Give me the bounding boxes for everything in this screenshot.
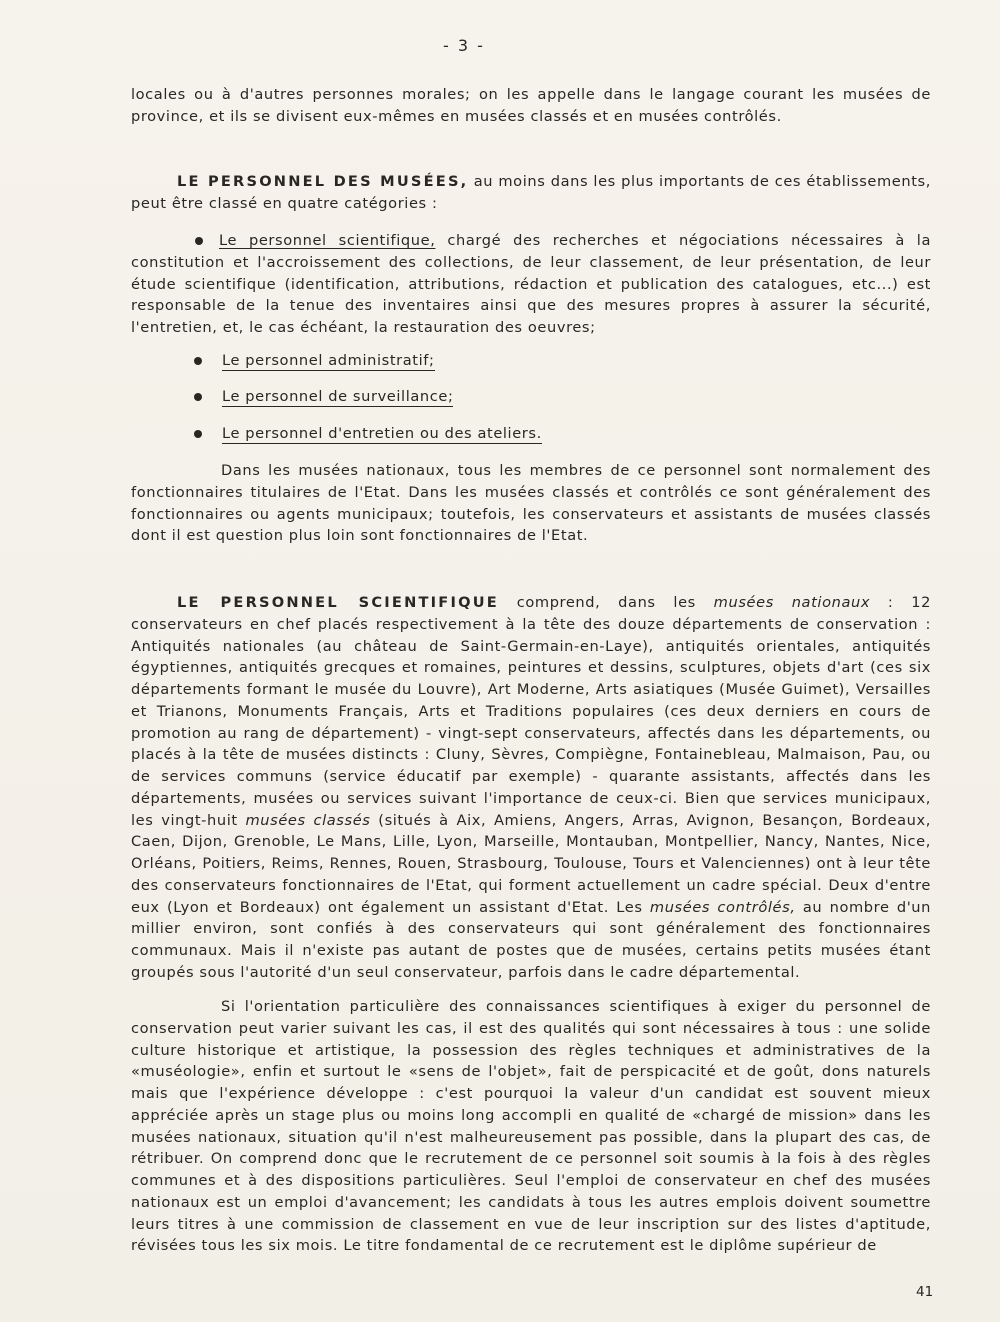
text-segment: au nombre d'un millier environ, sont confiés à des conservateurs qui sont généralement des fonctionnaires communaux. Mais il n'existe pas autant de postes que de musées, certains petits musées étant groupés sous l'autorité d'un seul conservateur, parfois dans le cadre départemental. [131,898,932,981]
bullet-scientifique-text: chargé des recherches et négociations nécessaires à la constitution et l'accroissement des collections, de leur classement, de leur présentation, de leur étude scientifique (identification, attributions, rédaction et publication des catalogues, etc...) est responsable de la tenue des inventaires ainsi que des mesures propres à assurer la sécurité, l'entretien, et, le cas échéant, la restauration des oeuvres; [131,232,932,336]
text-segment: (situés à Aix, Amiens, Angers, Arras, Avignon, Besançon, Bordeaux, Caen, Dijon, Grenoble, Le Mans, Lille, Lyon, Marseille, Montauban, Montpellier, Nancy, Nantes, Nice, Orléans, Poitiers, Reims, Rennes, Rouen, Strasbourg, Toulouse, Tours et Valenciennes) ont à leur tête des conservateurs fonctionnaires de l'Etat, qui forment actuellement un cadre spécial. Deux d'entre eux (Lyon et Bordeaux) ont également un assistant d'Etat. Les [131,811,931,916]
paragraph-intro: locales ou à d'autres personnes morales; on les appelle dans le langage courant les musées de province, et ils se divisent eux-mêmes en musées classés et en musées contrôlés. [131,86,931,125]
paragraph-personnel-text: au moins dans les plus importants de ces établissements, peut être classé en quatre catégories : [131,173,931,212]
bullet-administratif [194,352,435,369]
text-segment: : 12 conservateurs en chef placés respectivement à la tête des douze départements de conservation : Antiquités nationales (au château de Saint-Germain-en-Laye), antiquités orientales, antiquités égyptiennes, antiquités grecques et romaines, peintures et dessins, sculptures, objets d'art (ces six départements formant le musée du Louvre), Art Moderne, Arts asiatiques (Musée Guimet), Versailles et Trianons, Monuments Français, Arts et Traditions populaires (ces deux derniers en cours de promotion au rang de département) - vingt-sept conservateurs, affectés dans les départements, ou placés à la tête de musées distincts : Cluny, Sèvres, Compiègne, Fontainebleau, Malmaison, Pau, ou de services communs (service éducatif par exemple) - quarante assistants, affectés dans les départements, musées ou services suivant l'importance de ceux-ci. Bien que services municipaux, les vingt-huit [131,594,931,829]
bullet-dot [194,393,202,401]
italic-term: musées classés [245,811,371,829]
italic-term: musées nationaux [713,594,871,611]
bullet-scientifique [131,230,931,339]
paragraph-personnel [131,171,931,215]
bullet-dot [195,237,203,245]
paragraph-nationaux: Dans les musées nationaux, tous les membres de ce personnel sont normalement des fonctionnaires titulaires de l'Etat. Dans les musées classés et contrôlés ce sont généralement des fonctionnaires ou agents municipaux; toutefois, les conservateurs et assistants de musées classés dont il est question plus loin sont fonctionnaires de l'Etat. [131,462,931,545]
section-heading-personnel: LE PERSONNEL DES MUSÉES, [177,173,469,190]
section-heading-scientifique: LE PERSONNEL SCIENTIFIQUE [177,594,499,611]
text-segment: comprend, dans les [498,594,714,611]
page-number: 41 [916,1284,934,1300]
bullet-dot [194,357,202,365]
bullet-scientifique-head: Le personnel scientifique, [219,232,436,249]
page-marker: - 3 - [443,36,485,55]
bullet-administratif-label: Le personnel administratif; [222,352,435,369]
paragraph-scientifique [131,592,931,984]
bullet-surveillance-label: Le personnel de surveillance; [222,388,454,405]
bullet-dot [194,430,202,438]
bullet-entretien [194,425,542,442]
italic-term: musées contrôlés, [649,898,796,916]
paragraph-orientation: Si l'orientation particulière des connaissances scientifiques à exiger du personnel de conservation peut varier suivant les cas, il est des qualités qui sont nécessaires à tous : une solide culture historique et artistique, la possession des règles techniques et administratives de la «muséologie», enfin et surtout le «sens de l'objet», fait de perspicacité et de goût, dons naturels mais que l'expérience développe : c'est pourquoi la valeur d'un candidat est souvent mieux appréciée après un stage plus ou moins long accompli en qualité de «chargé de mission» dans les musées nationaux, situation qu'il n'est malheureusement pas possible, dans la plupart des cas, de rétribuer. On comprend donc que le recrutement de ce personnel soit soumis à la fois à des règles communes et à des dispositions particulières. Seul l'emploi de conservateur en chef des musées nationaux est un emploi d'avancement; les candidats à tous les autres emplois doivent soumettre leurs titres à une commission de classement en vue de leur inscription sur des listes d'aptitude, révisées tous les six mois. Le titre fondamental de ce recrutement est le diplôme supérieur de [131,998,931,1255]
bullet-surveillance [194,388,453,405]
bullet-entretien-label: Le personnel d'entretien ou des ateliers. [222,425,542,442]
